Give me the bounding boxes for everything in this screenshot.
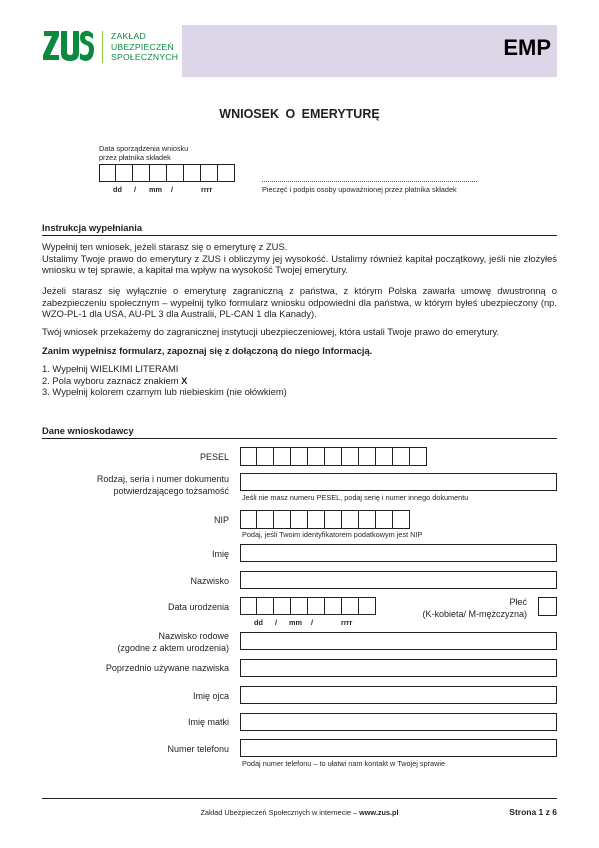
list-item: 3. Wypełnij kolorem czarnym lub niebieskim (nie ołówkiem) (42, 386, 287, 398)
pesel-digit-box[interactable] (376, 447, 393, 466)
submission-date-input[interactable] (99, 164, 235, 182)
date-format-yyyy: rrrr (341, 618, 353, 627)
footer-label: Zakład Ubezpieczeń Społecznych w internecie – (200, 808, 360, 817)
sex-field[interactable] (538, 597, 557, 616)
list-item-text: 2. Pola wyboru zaznacz znakiem (42, 374, 182, 386)
nip-digit-box[interactable] (291, 510, 308, 529)
date-format-mm: mm (289, 618, 302, 627)
date-digit-box[interactable] (150, 164, 167, 182)
label-line: Płeć (509, 597, 527, 607)
date-format-sep: / (134, 185, 137, 194)
date-digit-box[interactable] (116, 164, 133, 182)
date-digit-box[interactable] (167, 164, 184, 182)
birth-date-digit-box[interactable] (291, 597, 308, 615)
logo-line-1: ZAKŁAD (111, 31, 146, 41)
label-line: (K-kobieta/ M-mężczyzna) (422, 609, 527, 619)
pesel-digit-box[interactable] (257, 447, 274, 466)
date-digit-box[interactable] (218, 164, 235, 182)
date-digit-box[interactable] (99, 164, 116, 182)
mother-name-label: Imię matki (187, 717, 229, 727)
label-line: potwierdzającego tożsamość (113, 486, 229, 496)
sex-label (422, 596, 527, 620)
phone-label: Numer telefonu (167, 744, 229, 754)
pesel-digit-box[interactable] (410, 447, 427, 466)
nip-digit-box[interactable] (308, 510, 325, 529)
section-rule (42, 438, 557, 439)
footer-rule (42, 798, 557, 799)
instructions-paragraph-2: Jeżeli starasz się wyłącznie o emeryturę zagraniczną z państwa, z którym Polska zawarła umowę dwustronną o zabezpieczeniu społecznym – wypełnij tylko formularz wniosku odpowiedni dla państwa, w którym byłeś ubezpieczony (np. WZO-PL-1 dla USA, AU-PL 3 dla Australii, PL-CAN 1 dla Kanady). (42, 285, 557, 320)
nip-digit-box[interactable] (274, 510, 291, 529)
birth-date-digit-box[interactable] (240, 597, 257, 615)
birth-date-digit-box[interactable] (342, 597, 359, 615)
label-line: Nazwisko rodowe (158, 631, 229, 641)
x-mark: X (181, 374, 188, 386)
date-format-yyyy: rrrr (201, 185, 213, 194)
footer-link[interactable]: www.zus.pl (359, 808, 399, 817)
date-digit-box[interactable] (184, 164, 201, 182)
nip-digit-box[interactable] (325, 510, 342, 529)
date-format-mm: mm (149, 185, 162, 194)
pesel-digit-box[interactable] (342, 447, 359, 466)
stamp-line (262, 181, 477, 182)
family-name-label (117, 630, 229, 654)
date-label-line-2: przez płatnika składek (99, 153, 171, 162)
logo-divider (102, 31, 103, 63)
instructions-heading: Instrukcja wypełniania (42, 222, 143, 233)
pesel-digit-box[interactable] (393, 447, 410, 466)
first-name-label: Imię (211, 549, 229, 559)
instructions-paragraph-3: Twój wniosek przekażemy do zagranicznej instytucji ubezpieczeniowej, która ustali Twoje prawo do emerytury. (42, 326, 500, 337)
list-item (42, 375, 557, 387)
list-item: 1. Wypełnij WIELKIMI LITERAMI (42, 363, 179, 374)
identity-document-field[interactable] (240, 473, 557, 491)
logo-wordmark (111, 31, 178, 63)
page-number: Strona 1 z 6 (509, 807, 557, 817)
nip-digit-box[interactable] (376, 510, 393, 529)
identity-document-hint: Jeśli nie masz numeru PESEL, podaj serię i numer innego dokumentu (242, 493, 469, 502)
date-format-sep: / (311, 618, 314, 627)
father-name-label: Imię ojca (192, 691, 229, 701)
previous-names-label: Poprzednio używane nazwiska (105, 663, 229, 673)
date-format-dd: dd (113, 185, 122, 194)
instructions-paragraph-4: Zanim wypełnisz formularz, zapoznaj się z dołączoną do niego Informacją. (42, 345, 373, 356)
nip-digit-box[interactable] (393, 510, 410, 529)
pesel-digit-box[interactable] (325, 447, 342, 466)
date-digit-box[interactable] (201, 164, 218, 182)
date-digit-box[interactable] (133, 164, 150, 182)
pesel-digit-box[interactable] (359, 447, 376, 466)
instructions-text: Ustalimy Twoje prawo do emerytury z ZUS i obliczymy jej wysokość. Ustalimy również kapitał początkowy, jeśli nie złożyłeś wniosku w tej sprawie, a kapitał ma wpływ na wysokość Twojej emerytury. (42, 252, 557, 276)
date-format-sep: / (275, 618, 278, 627)
label-line: Rodzaj, seria i numer dokumentu (96, 474, 229, 484)
nip-hint: Podaj, jeśli Twoim identyfikatorem podatkowym jest NIP (242, 530, 423, 539)
phone-hint: Podaj numer telefonu – to ułatwi nam kontakt w Twojej sprawie (242, 759, 446, 768)
date-label (99, 144, 188, 162)
nip-label: NIP (213, 515, 229, 525)
pesel-label: PESEL (199, 452, 229, 462)
identity-document-label (97, 473, 229, 497)
pesel-input[interactable] (240, 447, 427, 466)
nip-input[interactable] (240, 510, 410, 529)
pesel-digit-box[interactable] (274, 447, 291, 466)
page-title: WNIOSEK O EMERYTURĘ (219, 107, 380, 121)
logo-line-2: UBEZPIECZEŃ (111, 41, 174, 52)
date-format-sep: / (171, 185, 174, 194)
first-name-field[interactable] (240, 544, 557, 562)
birth-date-digit-box[interactable] (308, 597, 325, 615)
father-name-field[interactable] (240, 686, 557, 704)
instructions-paragraph-1 (42, 241, 557, 276)
mother-name-field[interactable] (240, 713, 557, 731)
birth-date-digit-box[interactable] (257, 597, 274, 615)
applicant-heading: Dane wnioskodawcy (42, 425, 134, 436)
birth-date-label: Data urodzenia (167, 602, 229, 612)
label-line: (zgodne z aktem urodzenia) (117, 643, 229, 653)
instructions-list (42, 363, 557, 398)
birth-date-digit-box[interactable] (359, 597, 376, 615)
stamp-caption: Pieczęć i podpis osoby upoważnionej przez płatnika składek (262, 185, 457, 194)
previous-names-field[interactable] (240, 659, 557, 677)
date-label-line-1: Data sporządzenia wniosku (99, 144, 189, 153)
family-name-field[interactable] (240, 632, 557, 650)
nip-digit-box[interactable] (240, 510, 257, 529)
last-name-field[interactable] (240, 571, 557, 589)
instructions-text: Wypełnij ten wniosek, jeżeli starasz się o emeryturę z ZUS. (42, 241, 288, 252)
pesel-digit-box[interactable] (240, 447, 257, 466)
pesel-digit-box[interactable] (291, 447, 308, 466)
nip-digit-box[interactable] (359, 510, 376, 529)
zus-logo-mark (42, 28, 94, 64)
birth-date-input[interactable] (240, 597, 376, 615)
logo-line-3: SPOŁECZNYCH (111, 52, 179, 63)
pesel-digit-box[interactable] (308, 447, 325, 466)
header-band (182, 25, 557, 77)
birth-date-digit-box[interactable] (325, 597, 342, 615)
phone-field[interactable] (240, 739, 557, 757)
nip-digit-box[interactable] (257, 510, 274, 529)
nip-digit-box[interactable] (342, 510, 359, 529)
date-format-dd: dd (254, 618, 263, 627)
last-name-label: Nazwisko (190, 576, 229, 586)
section-rule (42, 235, 557, 236)
form-code: EMP (503, 35, 551, 60)
birth-date-digit-box[interactable] (274, 597, 291, 615)
